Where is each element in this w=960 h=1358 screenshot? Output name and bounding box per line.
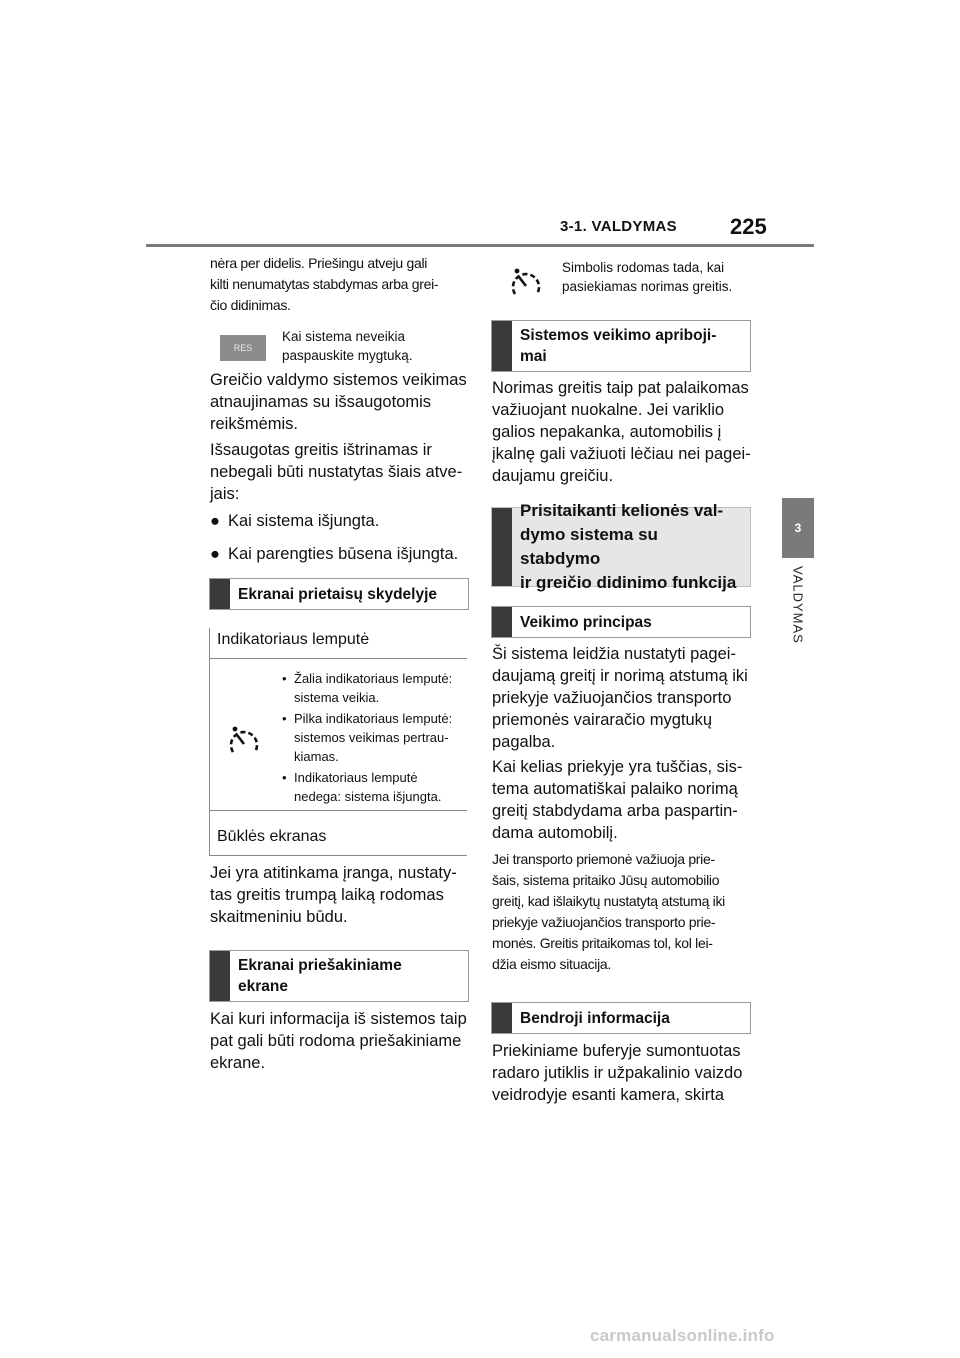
text-line: greitį stabdydama arba paspartin- [492, 802, 738, 820]
page-number: 225 [730, 214, 767, 239]
text-line: džia eismo situacija. [492, 956, 611, 972]
indicator-title-row [209, 628, 467, 659]
text-line: įkalnę gali važiuoti lėčiau nei pagei- [492, 445, 751, 463]
text-line: jais: [210, 485, 240, 503]
heading-text: Bendroji informacija [520, 1009, 670, 1027]
header-rule [146, 244, 814, 247]
text-line: kilti nenumatytas stabdymas arba grei- [210, 276, 439, 292]
res-caption [282, 327, 472, 365]
text-line: ir greičio didinimo funkcija [520, 573, 737, 592]
text-line: skaitmeniniu būdu. [210, 908, 348, 926]
indicator-title: Indikatoriaus lemputė [217, 631, 370, 648]
list-item [282, 768, 468, 806]
text-line: galios nepakanka, automobilis į [492, 423, 722, 441]
text-line: kiamas. [294, 749, 339, 764]
heading-general [491, 1002, 751, 1034]
text-line: Sistemos veikimo apriboji- [520, 327, 717, 344]
heading-bar [492, 321, 512, 371]
watermark: carmanualsonline.info [590, 1326, 775, 1345]
status-title-row [209, 824, 467, 856]
text-line: ekrane. [210, 1054, 266, 1072]
heading-text: Ekranai prietaisų skydelyje [238, 585, 438, 603]
heading-hud [209, 950, 469, 1002]
text-line: pat gali būti rodoma priešakiniame [210, 1032, 462, 1050]
heading-text [520, 321, 742, 371]
heading-bar [492, 607, 512, 637]
text-line: Simbolis rodomas tada, kai [562, 260, 725, 275]
text-line: pagalba. [492, 733, 556, 751]
list-item [282, 669, 468, 707]
heading-principle [491, 606, 751, 638]
symbol-caption [562, 258, 762, 296]
text-line: Kai kuri informacija iš sistemos taip [210, 1010, 467, 1028]
chapter-number: 3 [794, 521, 802, 535]
list-item: ● Kai sistema išjungta. [210, 510, 472, 532]
list-item: ● Kai parengties būsena išjungta. [210, 543, 472, 565]
section-title: 3-1. VALDYMAS [560, 218, 677, 235]
text-line: tas greitis trumpą laiką rodomas [210, 886, 444, 904]
heading-text [520, 501, 742, 592]
heading-text: Veikimo principas [520, 613, 652, 631]
text-line: pasiekiamas norimas greitis. [562, 279, 733, 294]
text-line: tema automatiškai palaiko norimą [492, 780, 738, 798]
text-line: priemonės vairaračio mygtukų [492, 711, 713, 729]
text-line: Jei yra atitinkama įranga, nustaty- [210, 864, 457, 882]
res-button-icon: RES [220, 335, 266, 361]
text-line: sistema veikia. [294, 690, 380, 705]
paragraph-resume [210, 369, 472, 435]
text-line: nebegali būti nustatytas šiais atve- [210, 463, 463, 481]
text-line: atnaujinamas su išsaugotomis [210, 393, 432, 411]
text-line: paspauskite mygtuką. [282, 348, 413, 363]
text-line: Priekiniame buferyje sumontuotas [492, 1042, 741, 1060]
text-line: radaro jutiklis ir užpakalinio vaizdo [492, 1064, 743, 1082]
text-line: dymo sistema su stabdymo [520, 525, 658, 568]
cruise-speed-icon [226, 722, 262, 758]
heading-bar [210, 951, 230, 1001]
text-line: • Indikatoriaus lemputė [294, 770, 418, 785]
text-line: monės. Greitis pritaikomas tol, kol lei- [492, 935, 713, 951]
heading-bar [210, 579, 230, 609]
text-line: • Žalia indikatoriaus lemputė: [294, 671, 453, 686]
table-left-rule [209, 636, 210, 856]
heading-cluster-displays [209, 578, 469, 610]
chapter-label-text: VALDYMAS [790, 566, 806, 644]
paragraph-sensors [492, 1040, 758, 1106]
text-line: daujamą greitį ir norimą atstumą iki [492, 667, 748, 685]
text-line: Ši sistema leidžia nustatyti pagei- [492, 645, 736, 663]
heading-limits [491, 320, 751, 372]
heading-bar [492, 1003, 512, 1033]
text-line: • Pilka indikatoriaus lemputė: [294, 711, 453, 726]
paragraph-vehicle-ahead [492, 849, 758, 975]
chapter-tab [782, 498, 814, 558]
list-item [282, 709, 468, 766]
text-line: nėra per didelis. Priešingu atveju gali [210, 255, 428, 271]
intro-note [210, 253, 472, 316]
text-line: Kai kelias priekyje yra tuščias, sis- [492, 758, 743, 776]
status-title: Būklės ekranas [217, 828, 327, 845]
text-line: Prisitaikanti kelionės val- [520, 501, 724, 520]
paragraph-cleared [210, 439, 472, 505]
paragraph-empty-road [492, 756, 758, 844]
text-line: važiuojant nuokalne. Jei variklio [492, 401, 725, 419]
text-line: Ekranai priešakiniame [238, 957, 402, 974]
paragraph-principle [492, 643, 758, 753]
text-line: greitį, kad išlaikytų nustatytą atstumą iki [492, 893, 725, 909]
text-line: Greičio valdymo sistemos veikimas [210, 371, 467, 389]
text-line: Išsaugotas greitis ištrinamas ir [210, 441, 432, 459]
text-line: reikšmėmis. [210, 415, 299, 433]
text-line: ekrane [238, 978, 288, 995]
text-line: priekyje važiuojančios transporto [492, 689, 732, 707]
text-line: veidrodyje esanti kamera, skirta [492, 1086, 725, 1104]
speed-reached-icon [508, 264, 544, 300]
text-line: čio didinimas. [210, 297, 291, 313]
bullet-list [210, 510, 472, 565]
text-line: priekyje važiuojančios transporto prie- [492, 914, 716, 930]
paragraph-downhill [492, 377, 758, 487]
chapter-label [782, 566, 814, 666]
heading-text [238, 951, 460, 1001]
text-line: sistemos veikimas pertrau- [294, 730, 449, 745]
heading-adaptive-cruise [491, 501, 751, 592]
text-line: nedega: sistema išjungta. [294, 789, 442, 804]
text-line: dama automobilį. [492, 824, 618, 842]
text-line: daujamu greičiu. [492, 467, 614, 485]
text-line: mai [520, 348, 547, 365]
table-mid-rule [209, 810, 467, 811]
text-line: šais, sistema pritaiko Jūsų automobilio [492, 872, 720, 888]
text-line: Jei transporto priemonė važiuoja prie- [492, 851, 715, 867]
text-line: Norimas greitis taip pat palaikomas [492, 379, 749, 397]
heading-bar [492, 508, 512, 586]
paragraph-digital [210, 862, 472, 928]
paragraph-hud [210, 1008, 472, 1074]
indicator-list [282, 669, 468, 806]
text-line: Kai sistema neveikia [282, 329, 406, 344]
